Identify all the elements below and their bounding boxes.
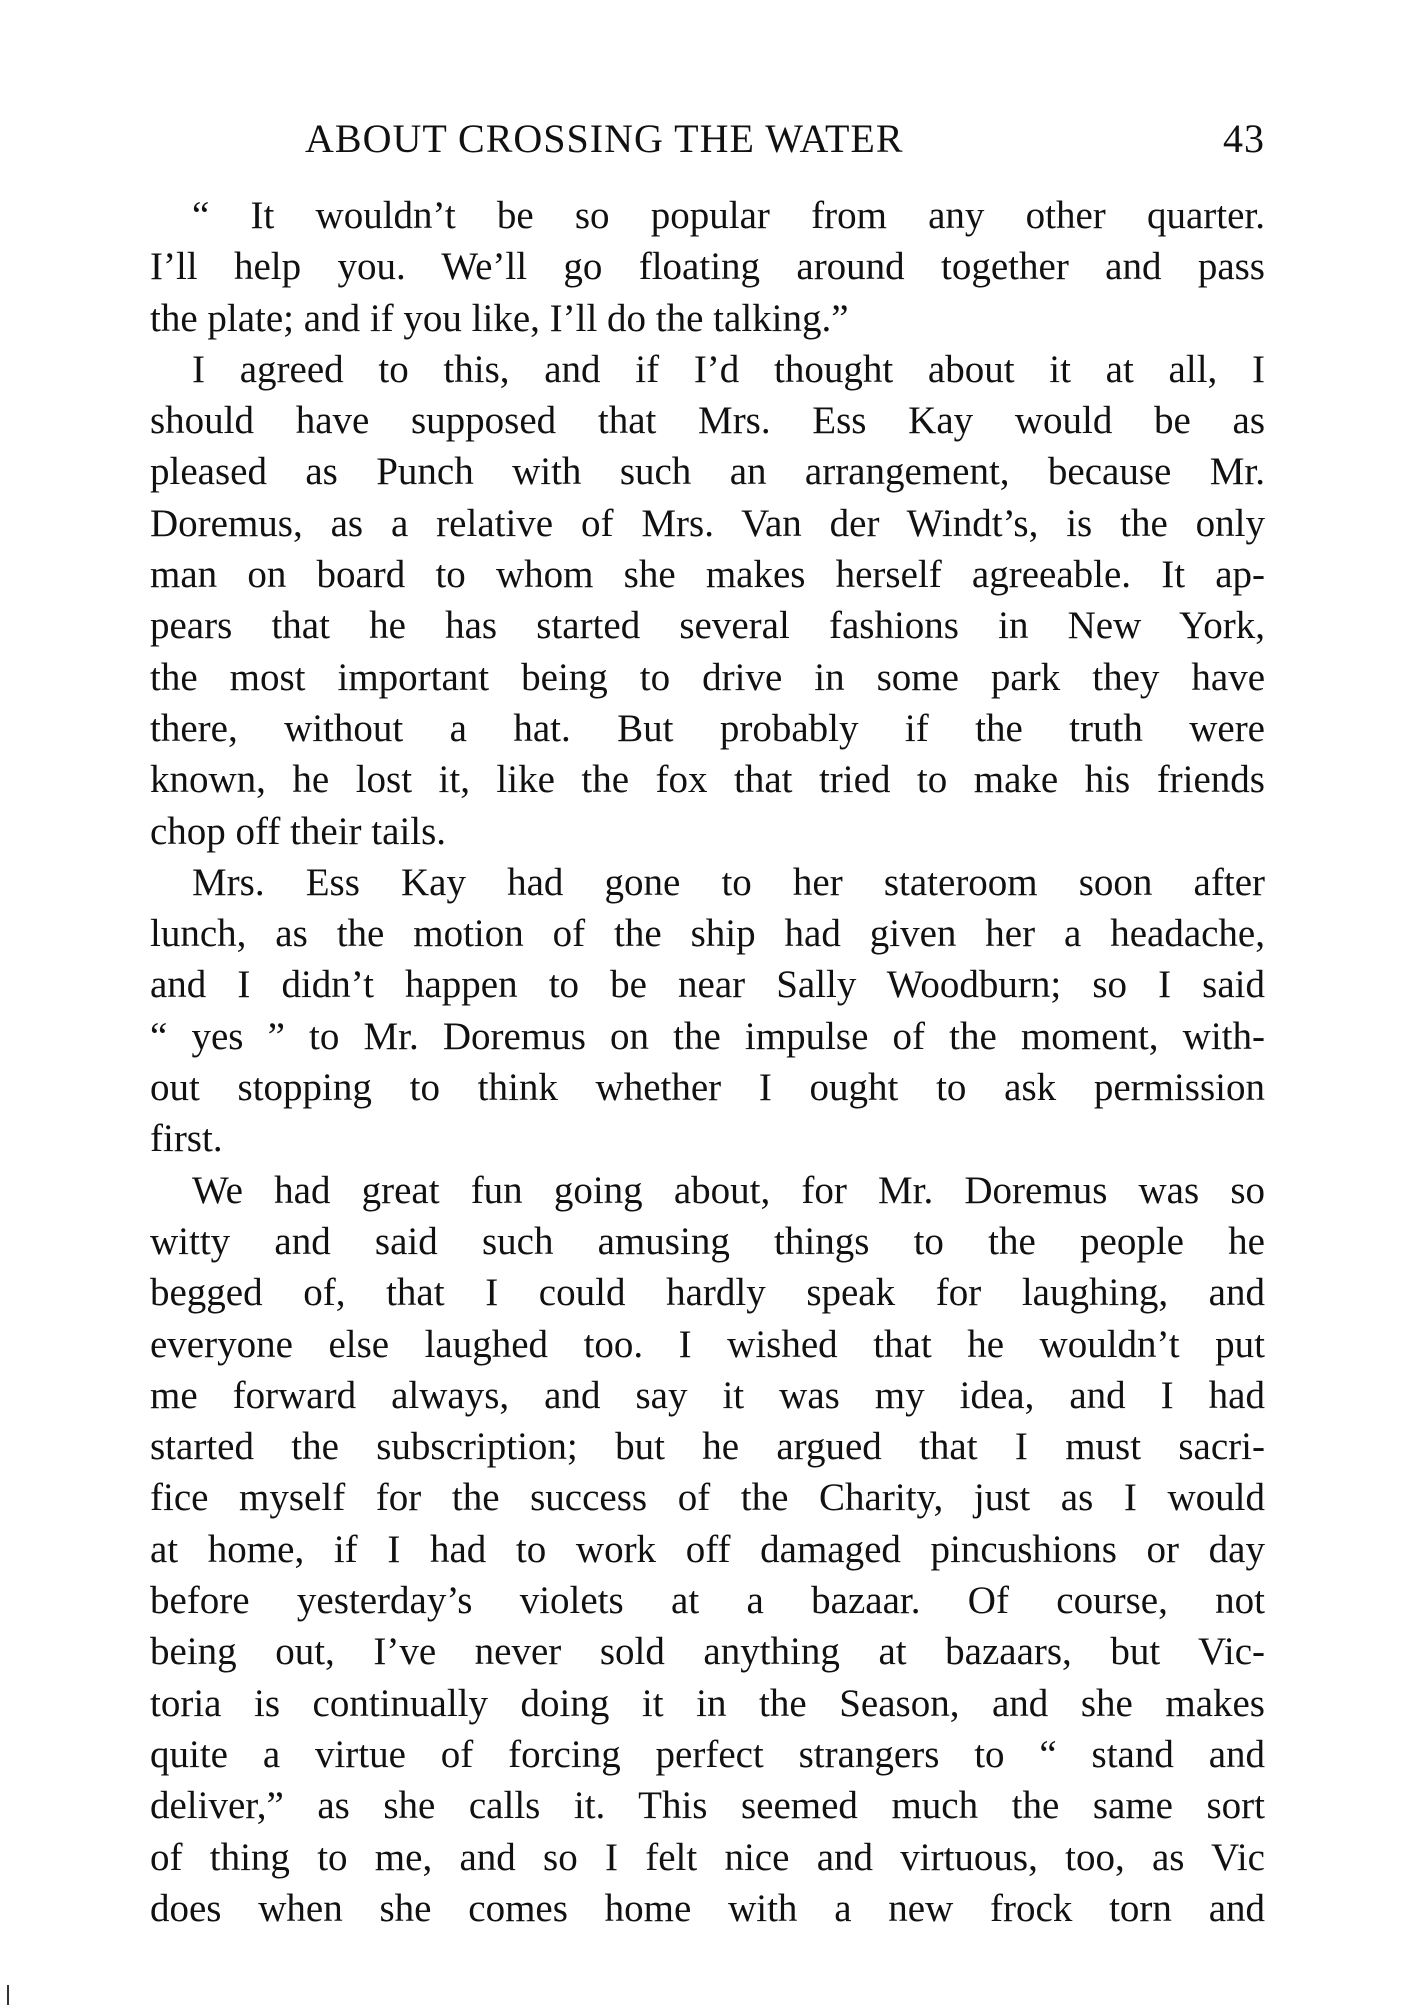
text-line: known, he lost it, like the fox that tried to make his friends (150, 758, 1265, 802)
text-line: I agreed to this, and if I’d thought about it at all, I (192, 347, 1265, 391)
text-line: before yesterday’s violets at a bazaar. Of course, not (150, 1579, 1265, 1623)
text-line: I’ll help you. We’ll go floating around together and pass (150, 245, 1265, 289)
running-head-title: ABOUT CROSSING THE WATER (305, 116, 904, 161)
body-text (150, 190, 1265, 1934)
text-line: deliver,” as she calls it. This seemed much the same sort (150, 1784, 1265, 1828)
running-head (150, 115, 1265, 175)
text-line: man on board to whom she makes herself agreeable. It ap- (150, 553, 1265, 597)
text-line: Mrs. Ess Kay had gone to her stateroom soon after (192, 860, 1265, 904)
text-line: and I didn’t happen to be near Sally Woodburn; so I said (150, 963, 1265, 1007)
text-line: does when she comes home with a new frock torn and (150, 1886, 1265, 1930)
text-line: begged of, that I could hardly speak for laughing, and (150, 1271, 1265, 1315)
text-line: lunch, as the motion of the ship had given her a headache, (150, 912, 1265, 956)
text-line: there, without a hat. But probably if the truth were (150, 706, 1265, 750)
page-number: 43 (1223, 116, 1265, 161)
text-line: witty and said such amusing things to the people he (150, 1219, 1265, 1263)
text-line: should have supposed that Mrs. Ess Kay would be as (150, 399, 1265, 443)
text-line: toria is continually doing it in the Season, and she makes (150, 1681, 1265, 1725)
text-line: quite a virtue of forcing perfect strangers to “ stand and (150, 1732, 1265, 1776)
text-line: everyone else laughed too. I wished that he wouldn’t put (150, 1322, 1265, 1366)
text-line: the most important being to drive in some park they have (150, 655, 1265, 699)
text-line: Doremus, as a relative of Mrs. Van der Windt’s, is the only (150, 501, 1265, 545)
text-line: of thing to me, and so I felt nice and virtuous, too, as Vic (150, 1835, 1265, 1879)
text-line: We had great fun going about, for Mr. Doremus was so (192, 1168, 1265, 1212)
text-line: being out, I’ve never sold anything at bazaars, but Vic- (150, 1630, 1265, 1674)
text-line: out stopping to think whether I ought to ask permission (150, 1066, 1265, 1110)
text-line: first. (150, 1117, 223, 1161)
text-line: chop off their tails. (150, 809, 447, 853)
text-line: “ It wouldn’t be so popular from any other quarter. (192, 194, 1265, 237)
text-line: at home, if I had to work off damaged pincushions or day (150, 1527, 1265, 1571)
scan-margin-mark (7, 1985, 9, 2005)
text-line: the plate; and if you like, I’ll do the talking.” (150, 296, 849, 340)
text-line: started the subscription; but he argued that I must sacri- (150, 1425, 1265, 1469)
text-line: pears that he has started several fashions in New York, (150, 604, 1265, 648)
text-line: “ yes ” to Mr. Doremus on the impulse of the moment, with- (150, 1014, 1265, 1058)
text-line: fice myself for the success of the Charity, just as I would (150, 1476, 1265, 1520)
text-line: pleased as Punch with such an arrangement, because Mr. (150, 450, 1265, 494)
text-line: me forward always, and say it was my idea, and I had (150, 1373, 1265, 1417)
